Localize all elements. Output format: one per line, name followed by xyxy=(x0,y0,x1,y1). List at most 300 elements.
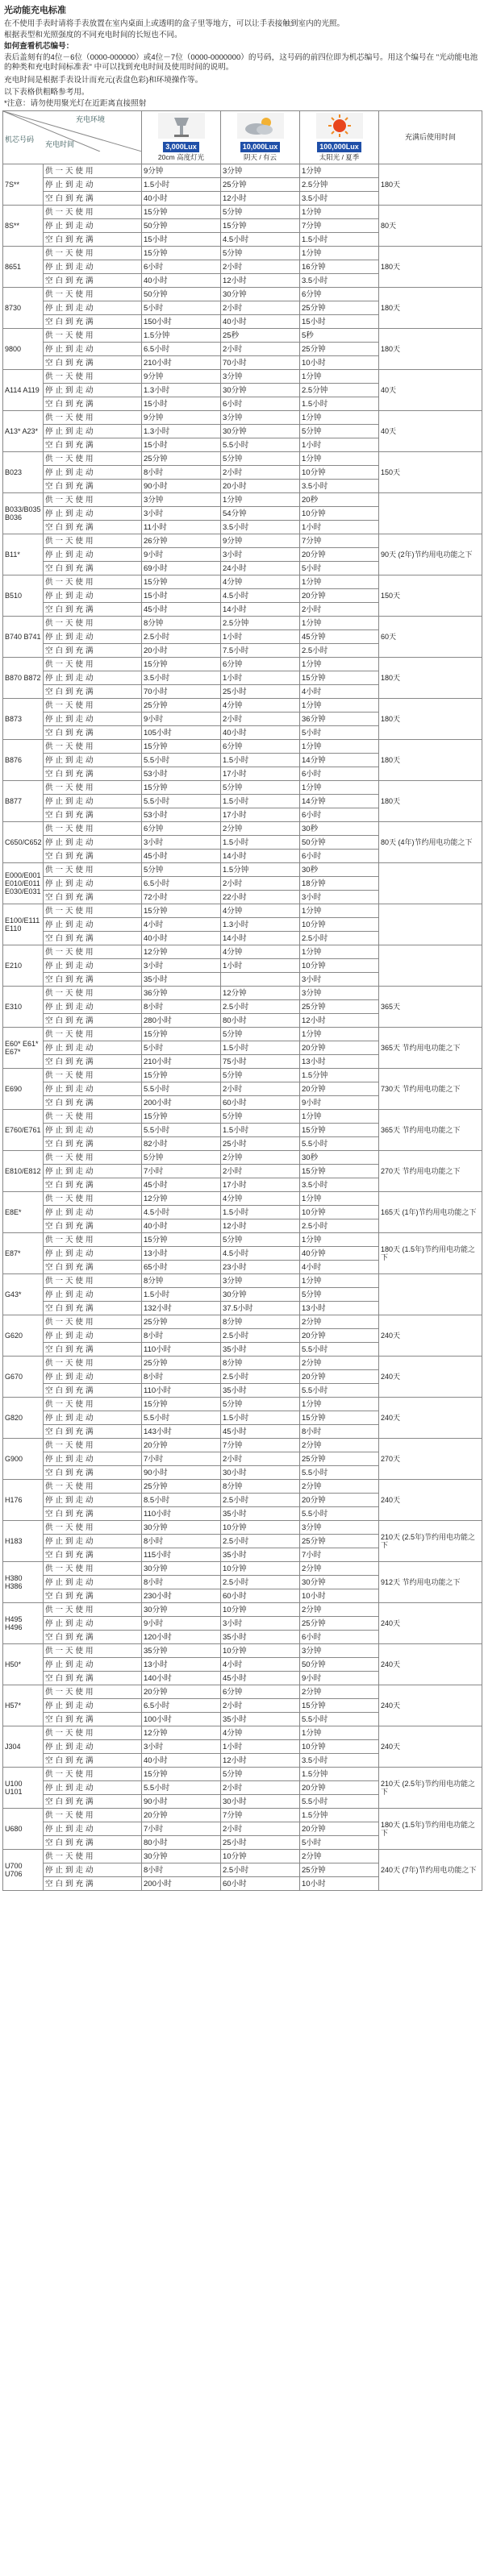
duration-cell: 180天 xyxy=(379,288,482,329)
table-row xyxy=(3,1603,482,1617)
table-row xyxy=(3,411,482,425)
time-cell: 4小时 xyxy=(142,918,221,932)
condition-cell: 供一天使用 xyxy=(44,329,142,343)
condition-cell: 停止到走动 xyxy=(44,425,142,438)
time-cell: 5.5小时 xyxy=(142,1124,221,1137)
condition-cell: 停止到走动 xyxy=(44,1699,142,1713)
time-cell: 30分钟 xyxy=(142,1850,221,1863)
duration-cell: 912天 节约用电功能之下 xyxy=(379,1562,482,1603)
time-cell: 5分钟 xyxy=(221,452,300,466)
time-cell: 13小时 xyxy=(142,1658,221,1672)
time-cell: 8小时 xyxy=(300,1425,379,1439)
time-cell: 23小时 xyxy=(221,1261,300,1274)
condition-cell: 停止到走动 xyxy=(44,1452,142,1466)
model-cell: E100/E111 E110 xyxy=(3,904,44,945)
time-cell: 1分钟 xyxy=(300,658,379,671)
model-cell: 8S** xyxy=(3,206,44,247)
time-cell: 3分钟 xyxy=(221,411,300,425)
condition-cell: 停止到走动 xyxy=(44,671,142,685)
duration-cell: 365天 xyxy=(379,987,482,1028)
time-cell: 140小时 xyxy=(142,1672,221,1685)
time-cell: 35分钟 xyxy=(142,1644,221,1658)
time-cell: 3分钟 xyxy=(142,493,221,507)
time-cell: 2分钟 xyxy=(300,1562,379,1576)
model-cell: H176 xyxy=(3,1480,44,1521)
condition-cell: 停止到走动 xyxy=(44,959,142,973)
time-cell xyxy=(221,973,300,987)
condition-cell: 停止到走动 xyxy=(44,1370,142,1384)
time-cell: 5小时 xyxy=(142,1041,221,1055)
condition-cell: 供一天使用 xyxy=(44,1151,142,1165)
condition-cell: 供一天使用 xyxy=(44,1192,142,1206)
time-cell: 6分钟 xyxy=(221,658,300,671)
time-cell: 24小时 xyxy=(221,562,300,575)
condition-cell: 供一天使用 xyxy=(44,1521,142,1535)
time-cell: 10小时 xyxy=(300,356,379,370)
time-cell: 25分钟 xyxy=(142,1480,221,1494)
condition-cell: 停止到走动 xyxy=(44,1740,142,1754)
time-cell: 60小时 xyxy=(221,1877,300,1891)
time-cell: 40分钟 xyxy=(300,1247,379,1261)
condition-cell: 空白到充满 xyxy=(44,603,142,617)
time-cell: 4.5小时 xyxy=(221,233,300,247)
time-cell: 5分钟 xyxy=(221,1110,300,1124)
time-cell: 110小时 xyxy=(142,1384,221,1398)
time-cell: 6小时 xyxy=(300,767,379,781)
time-cell: 5秒 xyxy=(300,329,379,343)
intro-line: 根据表型和光照强度的不同充电时间的长短也不同。 xyxy=(4,31,182,39)
condition-cell: 空白到充满 xyxy=(44,1672,142,1685)
time-cell: 2小时 xyxy=(221,466,300,480)
time-cell: 4分钟 xyxy=(221,945,300,959)
condition-cell: 供一天使用 xyxy=(44,863,142,877)
time-cell: 40小时 xyxy=(221,315,300,329)
time-cell: 20分钟 xyxy=(300,548,379,562)
condition-cell: 供一天使用 xyxy=(44,1439,142,1452)
time-cell: 7小时 xyxy=(142,1822,221,1836)
duration-cell xyxy=(379,945,482,987)
condition-cell: 停止到走动 xyxy=(44,630,142,644)
time-cell: 2小时 xyxy=(221,1082,300,1096)
time-cell: 25分钟 xyxy=(142,452,221,466)
time-cell: 2分钟 xyxy=(300,1480,379,1494)
table-row xyxy=(3,1562,482,1576)
condition-cell: 空白到充满 xyxy=(44,850,142,863)
time-cell: 200小时 xyxy=(142,1096,221,1110)
condition-cell: 供一天使用 xyxy=(44,781,142,795)
table-row xyxy=(3,1398,482,1411)
time-cell: 35小时 xyxy=(142,973,221,987)
time-cell: 3小时 xyxy=(221,548,300,562)
time-cell: 5.5小时 xyxy=(300,1343,379,1357)
time-cell: 12小时 xyxy=(221,192,300,206)
time-cell: 1小时 xyxy=(300,521,379,534)
time-cell: 15分钟 xyxy=(142,1110,221,1124)
time-cell: 4小时 xyxy=(221,1658,300,1672)
table-row xyxy=(3,822,482,836)
condition-cell: 停止到走动 xyxy=(44,548,142,562)
cloud-icon xyxy=(237,113,284,139)
time-cell: 1分钟 xyxy=(221,493,300,507)
condition-cell: 空白到充满 xyxy=(44,808,142,822)
model-cell: 9800 xyxy=(3,329,44,370)
time-cell: 1小时 xyxy=(221,959,300,973)
time-cell: 7分钟 xyxy=(300,219,379,233)
time-cell: 11小时 xyxy=(142,521,221,534)
time-cell: 25小时 xyxy=(221,685,300,699)
time-cell: 25分钟 xyxy=(142,1357,221,1370)
time-cell: 12小时 xyxy=(221,1754,300,1768)
model-cell: U100 U101 xyxy=(3,1768,44,1809)
time-cell: 3小时 xyxy=(300,891,379,904)
time-cell: 15分钟 xyxy=(221,219,300,233)
duration-cell: 165天 (1年)节约用电功能之下 xyxy=(379,1192,482,1233)
time-cell: 30小时 xyxy=(221,1795,300,1809)
lux-caption: 太阳光 / 夏季 xyxy=(319,153,360,161)
time-cell: 6小时 xyxy=(300,808,379,822)
model-cell: A114 A119 xyxy=(3,370,44,411)
time-cell: 1.5小时 xyxy=(221,1124,300,1137)
condition-cell: 停止到走动 xyxy=(44,1041,142,1055)
time-cell: 1分钟 xyxy=(300,1192,379,1206)
time-cell: 1分钟 xyxy=(300,1028,379,1041)
time-cell: 15小时 xyxy=(142,589,221,603)
time-cell: 2.5小时 xyxy=(221,1576,300,1589)
condition-cell: 空白到充满 xyxy=(44,274,142,288)
time-cell: 1分钟 xyxy=(300,904,379,918)
time-cell: 6.5小时 xyxy=(142,1699,221,1713)
time-cell: 25分钟 xyxy=(300,343,379,356)
duration-cell: 240天 (7年)节约用电功能之下 xyxy=(379,1850,482,1891)
time-cell: 70小时 xyxy=(142,685,221,699)
time-cell: 35小时 xyxy=(221,1343,300,1357)
header-model-label: 机芯号码 xyxy=(5,135,35,143)
model-cell: B877 xyxy=(3,781,44,822)
time-cell: 30分钟 xyxy=(221,425,300,438)
time-cell: 1.5小时 xyxy=(221,836,300,850)
condition-cell: 供一天使用 xyxy=(44,1274,142,1288)
explain-line: 以下表格供粗略参考用。 xyxy=(4,88,90,97)
table-row xyxy=(3,493,482,507)
condition-cell: 停止到走动 xyxy=(44,1124,142,1137)
time-cell: 7分钟 xyxy=(221,1439,300,1452)
model-cell: G670 xyxy=(3,1357,44,1398)
duration-cell: 730天 节约用电功能之下 xyxy=(379,1069,482,1110)
time-cell: 8小时 xyxy=(142,1370,221,1384)
time-cell: 115小时 xyxy=(142,1548,221,1562)
model-cell: 7S** xyxy=(3,164,44,206)
duration-cell: 270天 节约用电功能之下 xyxy=(379,1151,482,1192)
time-cell: 90小时 xyxy=(142,1466,221,1480)
time-cell: 53小时 xyxy=(142,767,221,781)
time-cell: 5.5小时 xyxy=(300,1384,379,1398)
time-cell: 4分钟 xyxy=(221,904,300,918)
time-cell: 12分钟 xyxy=(142,1726,221,1740)
time-cell: 8小时 xyxy=(142,1576,221,1589)
condition-cell: 空白到充满 xyxy=(44,1507,142,1521)
condition-cell: 停止到走动 xyxy=(44,1617,142,1631)
time-cell: 1分钟 xyxy=(300,575,379,589)
model-cell: C650/C652 xyxy=(3,822,44,863)
time-cell: 10分钟 xyxy=(221,1603,300,1617)
time-cell: 15分钟 xyxy=(142,658,221,671)
time-cell: 210小时 xyxy=(142,356,221,370)
time-cell: 25分钟 xyxy=(142,1315,221,1329)
time-cell: 5小时 xyxy=(300,562,379,575)
time-cell: 6分钟 xyxy=(300,288,379,301)
table-row xyxy=(3,247,482,260)
time-cell: 5分钟 xyxy=(142,863,221,877)
time-cell: 1分钟 xyxy=(300,452,379,466)
time-cell: 20分钟 xyxy=(300,1082,379,1096)
header-env-label: 充电环境 xyxy=(76,115,106,123)
condition-cell: 停止到走动 xyxy=(44,1082,142,1096)
time-cell: 54分钟 xyxy=(221,507,300,521)
time-cell: 17小时 xyxy=(221,808,300,822)
table-row xyxy=(3,1850,482,1863)
time-cell: 3小时 xyxy=(142,1740,221,1754)
time-cell: 4分钟 xyxy=(221,1726,300,1740)
time-cell: 15分钟 xyxy=(300,1411,379,1425)
time-cell: 1分钟 xyxy=(300,1110,379,1124)
condition-cell: 供一天使用 xyxy=(44,206,142,219)
condition-cell: 停止到走动 xyxy=(44,1576,142,1589)
condition-cell: 供一天使用 xyxy=(44,1398,142,1411)
time-cell: 75小时 xyxy=(221,1055,300,1069)
time-cell: 14分钟 xyxy=(300,754,379,767)
condition-cell: 供一天使用 xyxy=(44,1069,142,1082)
table-row xyxy=(3,740,482,754)
table-row xyxy=(3,1110,482,1124)
condition-cell: 空白到充满 xyxy=(44,1261,142,1274)
time-cell: 45小时 xyxy=(142,603,221,617)
condition-cell: 停止到走动 xyxy=(44,1165,142,1178)
condition-cell: 空白到充满 xyxy=(44,480,142,493)
time-cell: 25分钟 xyxy=(300,1535,379,1548)
condition-cell: 停止到走动 xyxy=(44,713,142,726)
time-cell: 40小时 xyxy=(142,1219,221,1233)
model-cell: B11* xyxy=(3,534,44,575)
time-cell: 3小时 xyxy=(142,836,221,850)
table-row xyxy=(3,987,482,1000)
time-cell: 100小时 xyxy=(142,1713,221,1726)
time-cell: 17小时 xyxy=(221,1178,300,1192)
model-cell: E690 xyxy=(3,1069,44,1110)
duration-cell: 210天 (2.5年)节约用电功能之下 xyxy=(379,1521,482,1562)
condition-cell: 空白到充满 xyxy=(44,397,142,411)
condition-cell: 停止到走动 xyxy=(44,384,142,397)
time-cell: 2.5小时 xyxy=(142,630,221,644)
condition-cell: 供一天使用 xyxy=(44,1850,142,1863)
time-cell: 10分钟 xyxy=(300,1740,379,1754)
condition-cell: 停止到走动 xyxy=(44,1658,142,1672)
table-row xyxy=(3,1685,482,1699)
time-cell: 8分钟 xyxy=(221,1315,300,1329)
time-cell: 12小时 xyxy=(221,274,300,288)
time-cell: 20分钟 xyxy=(142,1685,221,1699)
time-cell: 5分钟 xyxy=(142,1151,221,1165)
condition-cell: 供一天使用 xyxy=(44,904,142,918)
time-cell: 1.3小时 xyxy=(221,918,300,932)
page-title: 光动能充电标准 xyxy=(4,6,66,15)
condition-cell: 供一天使用 xyxy=(44,1480,142,1494)
condition-cell: 停止到走动 xyxy=(44,918,142,932)
time-cell: 9小时 xyxy=(300,1096,379,1110)
table-row xyxy=(3,370,482,384)
condition-cell: 空白到充满 xyxy=(44,767,142,781)
time-cell: 1.5分钟 xyxy=(142,329,221,343)
time-cell: 120小时 xyxy=(142,1631,221,1644)
time-cell: 18分钟 xyxy=(300,877,379,891)
time-cell: 2分钟 xyxy=(300,1850,379,1863)
time-cell: 1分钟 xyxy=(300,206,379,219)
time-cell: 25秒 xyxy=(221,329,300,343)
time-cell: 6.5小时 xyxy=(142,343,221,356)
model-cell: G43* xyxy=(3,1274,44,1315)
time-cell: 15分钟 xyxy=(300,1165,379,1178)
time-cell: 2.5小时 xyxy=(221,1494,300,1507)
time-cell: 15分钟 xyxy=(142,1233,221,1247)
time-cell: 9小时 xyxy=(142,1617,221,1631)
time-cell: 3.5小时 xyxy=(221,521,300,534)
time-cell: 13小时 xyxy=(142,1247,221,1261)
condition-cell: 供一天使用 xyxy=(44,1809,142,1822)
condition-cell: 停止到走动 xyxy=(44,1535,142,1548)
model-cell: E760/E761 xyxy=(3,1110,44,1151)
time-cell: 26分钟 xyxy=(142,534,221,548)
condition-cell: 供一天使用 xyxy=(44,1603,142,1617)
time-cell: 8分钟 xyxy=(142,1274,221,1288)
time-cell: 3小时 xyxy=(142,507,221,521)
table-row xyxy=(3,658,482,671)
time-cell: 1小时 xyxy=(221,630,300,644)
time-cell: 6分钟 xyxy=(221,1685,300,1699)
time-cell: 20分钟 xyxy=(300,1329,379,1343)
time-cell: 2.5小时 xyxy=(221,1370,300,1384)
time-cell: 20分钟 xyxy=(300,1494,379,1507)
header-duration: 充满后使用时间 xyxy=(379,111,482,164)
time-cell: 6分钟 xyxy=(221,740,300,754)
time-cell: 2小时 xyxy=(221,1699,300,1713)
table-row xyxy=(3,945,482,959)
time-cell: 9分钟 xyxy=(142,411,221,425)
time-cell: 2小时 xyxy=(221,301,300,315)
time-cell: 4.5小时 xyxy=(142,1206,221,1219)
table-row xyxy=(3,904,482,918)
time-cell: 1分钟 xyxy=(300,1398,379,1411)
table-row xyxy=(3,699,482,713)
time-cell: 1分钟 xyxy=(300,164,379,178)
time-cell: 2.5小时 xyxy=(300,932,379,945)
time-cell: 6小时 xyxy=(300,1631,379,1644)
time-cell: 35小时 xyxy=(221,1713,300,1726)
time-cell: 53小时 xyxy=(142,808,221,822)
time-cell: 1分钟 xyxy=(300,945,379,959)
condition-cell: 停止到走动 xyxy=(44,877,142,891)
time-cell: 4小时 xyxy=(300,1261,379,1274)
condition-cell: 停止到走动 xyxy=(44,1206,142,1219)
time-cell: 12小时 xyxy=(221,1219,300,1233)
time-cell: 9小时 xyxy=(142,548,221,562)
condition-cell: 停止到走动 xyxy=(44,1781,142,1795)
time-cell: 8小时 xyxy=(142,1000,221,1014)
condition-cell: 停止到走动 xyxy=(44,219,142,233)
duration-cell: 180天 xyxy=(379,740,482,781)
time-cell: 20分钟 xyxy=(300,1781,379,1795)
time-cell: 9小时 xyxy=(300,1672,379,1685)
time-cell: 10分钟 xyxy=(221,1644,300,1658)
duration-cell: 180天 xyxy=(379,658,482,699)
charging-table xyxy=(2,110,482,1891)
time-cell: 15分钟 xyxy=(142,1398,221,1411)
duration-cell: 240天 xyxy=(379,1644,482,1685)
time-cell: 15分钟 xyxy=(142,781,221,795)
time-cell: 15分钟 xyxy=(142,740,221,754)
duration-cell: 240天 xyxy=(379,1398,482,1439)
time-cell: 9小时 xyxy=(142,713,221,726)
condition-cell: 空白到充满 xyxy=(44,1302,142,1315)
model-cell: U680 xyxy=(3,1809,44,1850)
time-cell: 45小时 xyxy=(142,850,221,863)
time-cell: 143小时 xyxy=(142,1425,221,1439)
time-cell: 10分钟 xyxy=(221,1562,300,1576)
time-cell: 6小时 xyxy=(142,260,221,274)
time-cell: 1分钟 xyxy=(300,781,379,795)
time-cell: 80小时 xyxy=(221,1014,300,1028)
time-cell: 30分钟 xyxy=(142,1521,221,1535)
explain-line: 充电时间是根据手表设计而充元(表盘色彩)和环境操作等。 xyxy=(4,76,203,85)
condition-cell: 停止到走动 xyxy=(44,507,142,521)
time-cell: 9分钟 xyxy=(221,534,300,548)
condition-cell: 停止到走动 xyxy=(44,1000,142,1014)
time-cell: 7分钟 xyxy=(221,1809,300,1822)
condition-cell: 停止到走动 xyxy=(44,1329,142,1343)
time-cell: 7分钟 xyxy=(300,534,379,548)
time-cell: 15分钟 xyxy=(300,1699,379,1713)
time-cell: 3.5小时 xyxy=(300,1178,379,1192)
time-cell: 30秒 xyxy=(300,1151,379,1165)
model-cell: E60* E61* E67* xyxy=(3,1028,44,1069)
time-cell: 5.5小时 xyxy=(300,1795,379,1809)
time-cell: 30分钟 xyxy=(221,1288,300,1302)
model-cell: H495 H496 xyxy=(3,1603,44,1644)
lux-caption: 阴天 / 有云 xyxy=(243,153,277,161)
time-cell: 5小时 xyxy=(142,301,221,315)
table-body xyxy=(3,164,482,1891)
time-cell: 3分钟 xyxy=(300,1521,379,1535)
time-cell: 1分钟 xyxy=(300,1233,379,1247)
condition-cell: 空白到充满 xyxy=(44,1425,142,1439)
table-row xyxy=(3,1069,482,1082)
time-cell: 1.5小时 xyxy=(300,397,379,411)
table-row xyxy=(3,1809,482,1822)
time-cell: 8小时 xyxy=(142,1535,221,1548)
time-cell: 2.5小时 xyxy=(221,1000,300,1014)
model-cell: B873 xyxy=(3,699,44,740)
time-cell: 4小时 xyxy=(300,685,379,699)
time-cell: 3.5小时 xyxy=(300,480,379,493)
time-cell: 1.5小时 xyxy=(221,1206,300,1219)
time-cell: 65小时 xyxy=(142,1261,221,1274)
time-cell: 5.5小时 xyxy=(142,1082,221,1096)
time-cell: 10分钟 xyxy=(300,466,379,480)
time-cell: 5分钟 xyxy=(221,247,300,260)
time-cell: 14小时 xyxy=(221,603,300,617)
condition-cell: 空白到充满 xyxy=(44,1548,142,1562)
time-cell: 37.5小时 xyxy=(221,1302,300,1315)
model-cell: H57* xyxy=(3,1685,44,1726)
model-cell: E8E* xyxy=(3,1192,44,1233)
